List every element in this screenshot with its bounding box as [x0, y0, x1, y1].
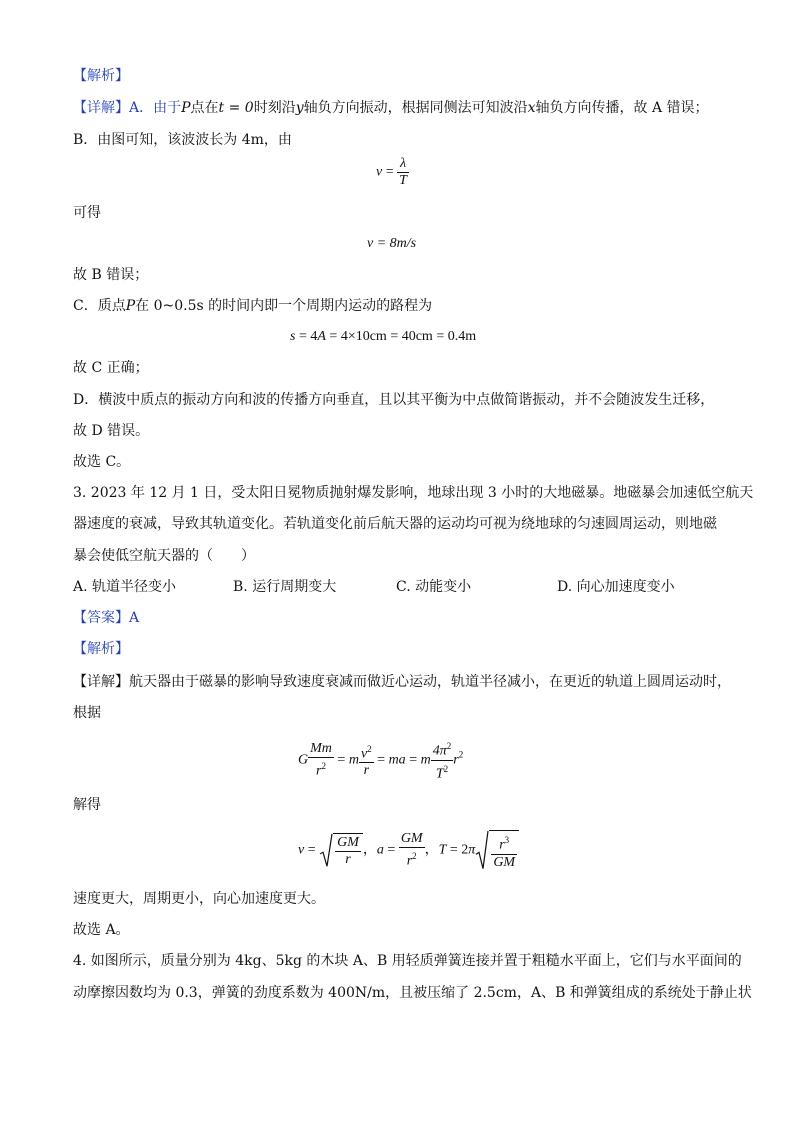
option-c: C. 动能变小 [396, 579, 472, 595]
eq-var: T [438, 842, 447, 858]
frac-num: r [499, 837, 505, 853]
answer-heading: 【答案】A [73, 610, 140, 626]
detail-line-q3: 【详解】航天器由于磁暴的影响导致速度衰减而做近心运动，轨道半径减小，在更近的轨道上圆周运动时， [73, 674, 731, 690]
eq-op: = [333, 752, 349, 768]
var-y: y [295, 100, 304, 116]
fraction [397, 156, 409, 189]
line-choose-a: 故选 A。 [73, 922, 130, 938]
eq-op: = 2 [446, 842, 469, 858]
line-kede: 可得 [73, 205, 101, 221]
text-seg: 在 0~0.5s 的时间内即一个周期内运动的路程为 [135, 298, 433, 314]
eq-seg: = 4×10cm = 40cm = 0.4m [325, 329, 477, 344]
option-d: D. 向心加速度变小 [557, 579, 675, 595]
eq-var: π [468, 842, 476, 858]
fraction [359, 741, 374, 780]
fraction [399, 831, 425, 870]
line-d: D．横波中质点的振动方向和波的传播方向垂直，且以其平衡为中点做简谐振动，并不会随波发生迁移， [73, 392, 715, 408]
equation-path [290, 329, 476, 346]
question-4-line2: 动摩擦因数均为 0.3，弹簧的劲度系数为 400N/m，且被压缩了 2.5cm，A、B 和弹簧组成的系统处于静止状 [73, 985, 752, 1001]
exponent: 2 [443, 763, 449, 774]
exponent: 2 [446, 741, 452, 751]
eq-var: v [376, 164, 383, 180]
fraction [491, 832, 517, 871]
line-b: B．由图可知，该波波长为 4m，由 [73, 132, 292, 148]
sqrt [319, 833, 363, 868]
detail-label: 【详解】A．由于 [73, 100, 182, 116]
text-seg: 点在 [190, 100, 219, 116]
sqrt [475, 830, 519, 871]
eq-var: G [298, 752, 309, 768]
line-d-wrong: 故 D 错误。 [73, 423, 150, 439]
var-p: P [181, 100, 191, 116]
eq-op: = [304, 842, 320, 858]
eq-var: ma [388, 752, 406, 768]
line-choose-c: 故选 C。 [73, 454, 131, 470]
eq-var: v [298, 842, 305, 858]
eq-sep: ， [362, 842, 377, 858]
frac-num: v [360, 746, 368, 762]
line-c [73, 298, 432, 315]
text-seg: 轴负方向传播，故 A 错误； [535, 100, 709, 116]
fraction [431, 738, 454, 782]
line-b-wrong: 故 B 错误； [73, 267, 149, 283]
frac-num: λ [397, 156, 409, 173]
line-genju: 根据 [73, 705, 101, 721]
frac-num: GM [400, 831, 423, 846]
frac-num: GM [337, 834, 359, 850]
var-x: x [527, 100, 536, 116]
eq-op: = [385, 164, 394, 180]
frac-den: T [435, 766, 444, 782]
eq-op: = [383, 842, 399, 858]
question-3-line2: 器速度的衰减，导致其轨道变化。若轨道变化前后航天器的运动均可视为绕地球的匀速圆周运动，则地磁 [73, 516, 717, 532]
option-b: B. 运行周期变大 [233, 579, 337, 595]
question-4-line1: 4. 如图所示，质量分别为 4kg、5kg 的木块 A、B 用轻质弹簧连接并置于粗糙水平面上，它们与水平面间的 [73, 953, 742, 969]
frac-den: r [316, 763, 322, 779]
radical-icon [319, 833, 333, 868]
eq-var: m [420, 752, 431, 768]
text-seg: 轴负方向振动，根据同侧法可知波沿 [303, 100, 528, 116]
fraction [308, 741, 334, 780]
equation-wave-speed [376, 156, 409, 189]
eq-var: a [376, 842, 384, 858]
fraction [335, 835, 361, 868]
var-p: P [125, 298, 136, 314]
var-t0: t = 0 [218, 100, 254, 116]
text-seg: C．质点 [73, 298, 126, 314]
option-a: A. 轨道半径变小 [73, 579, 177, 595]
frac-den: r [345, 851, 351, 867]
exponent: 2 [367, 743, 372, 754]
equation-v-value: v = 8m/s [367, 236, 417, 251]
question-3-line3: 暴会使低空航天器的（ ） [73, 548, 255, 564]
eq-var: m [348, 752, 359, 768]
frac-den: r [406, 853, 413, 869]
line-jiede: 解得 [73, 797, 101, 813]
frac-den: r [363, 763, 370, 779]
exponent: 2 [458, 749, 464, 760]
analysis-heading: 【解析】 [73, 68, 129, 84]
line-conclusion: 速度更大，周期更小，向心加速度更大。 [73, 891, 325, 907]
eq-var: r [453, 752, 459, 768]
eq-sep: ， [424, 842, 439, 858]
exponent: 2 [321, 760, 326, 771]
equation-gravity [298, 738, 463, 782]
eq-op: = [373, 752, 389, 768]
frac-num: Mm [310, 740, 332, 756]
frac-den: T [399, 173, 407, 188]
line-c-correct: 故 C 正确； [73, 360, 149, 376]
eq-op: = [405, 752, 421, 768]
text-seg: 时刻沿 [253, 100, 296, 116]
radical-icon [475, 830, 489, 871]
frac-den: GM [493, 854, 516, 870]
equation-results [298, 830, 519, 871]
exponent: 3 [504, 835, 510, 845]
analysis-heading-2: 【解析】 [73, 641, 129, 657]
detail-line-a [73, 100, 709, 117]
exponent: 2 [412, 851, 417, 861]
eq-var: A [317, 329, 326, 344]
eq-seg: = 4 [295, 329, 318, 344]
question-3-line1: 3. 2023 年 12 月 1 日，受太阳日冕物质抛射爆发影响，地球出现 3 小时的大地磁暴。地磁暴会加速低空航天 [73, 485, 754, 501]
frac-num: 4π [432, 743, 447, 759]
eq-var: s [290, 329, 296, 344]
